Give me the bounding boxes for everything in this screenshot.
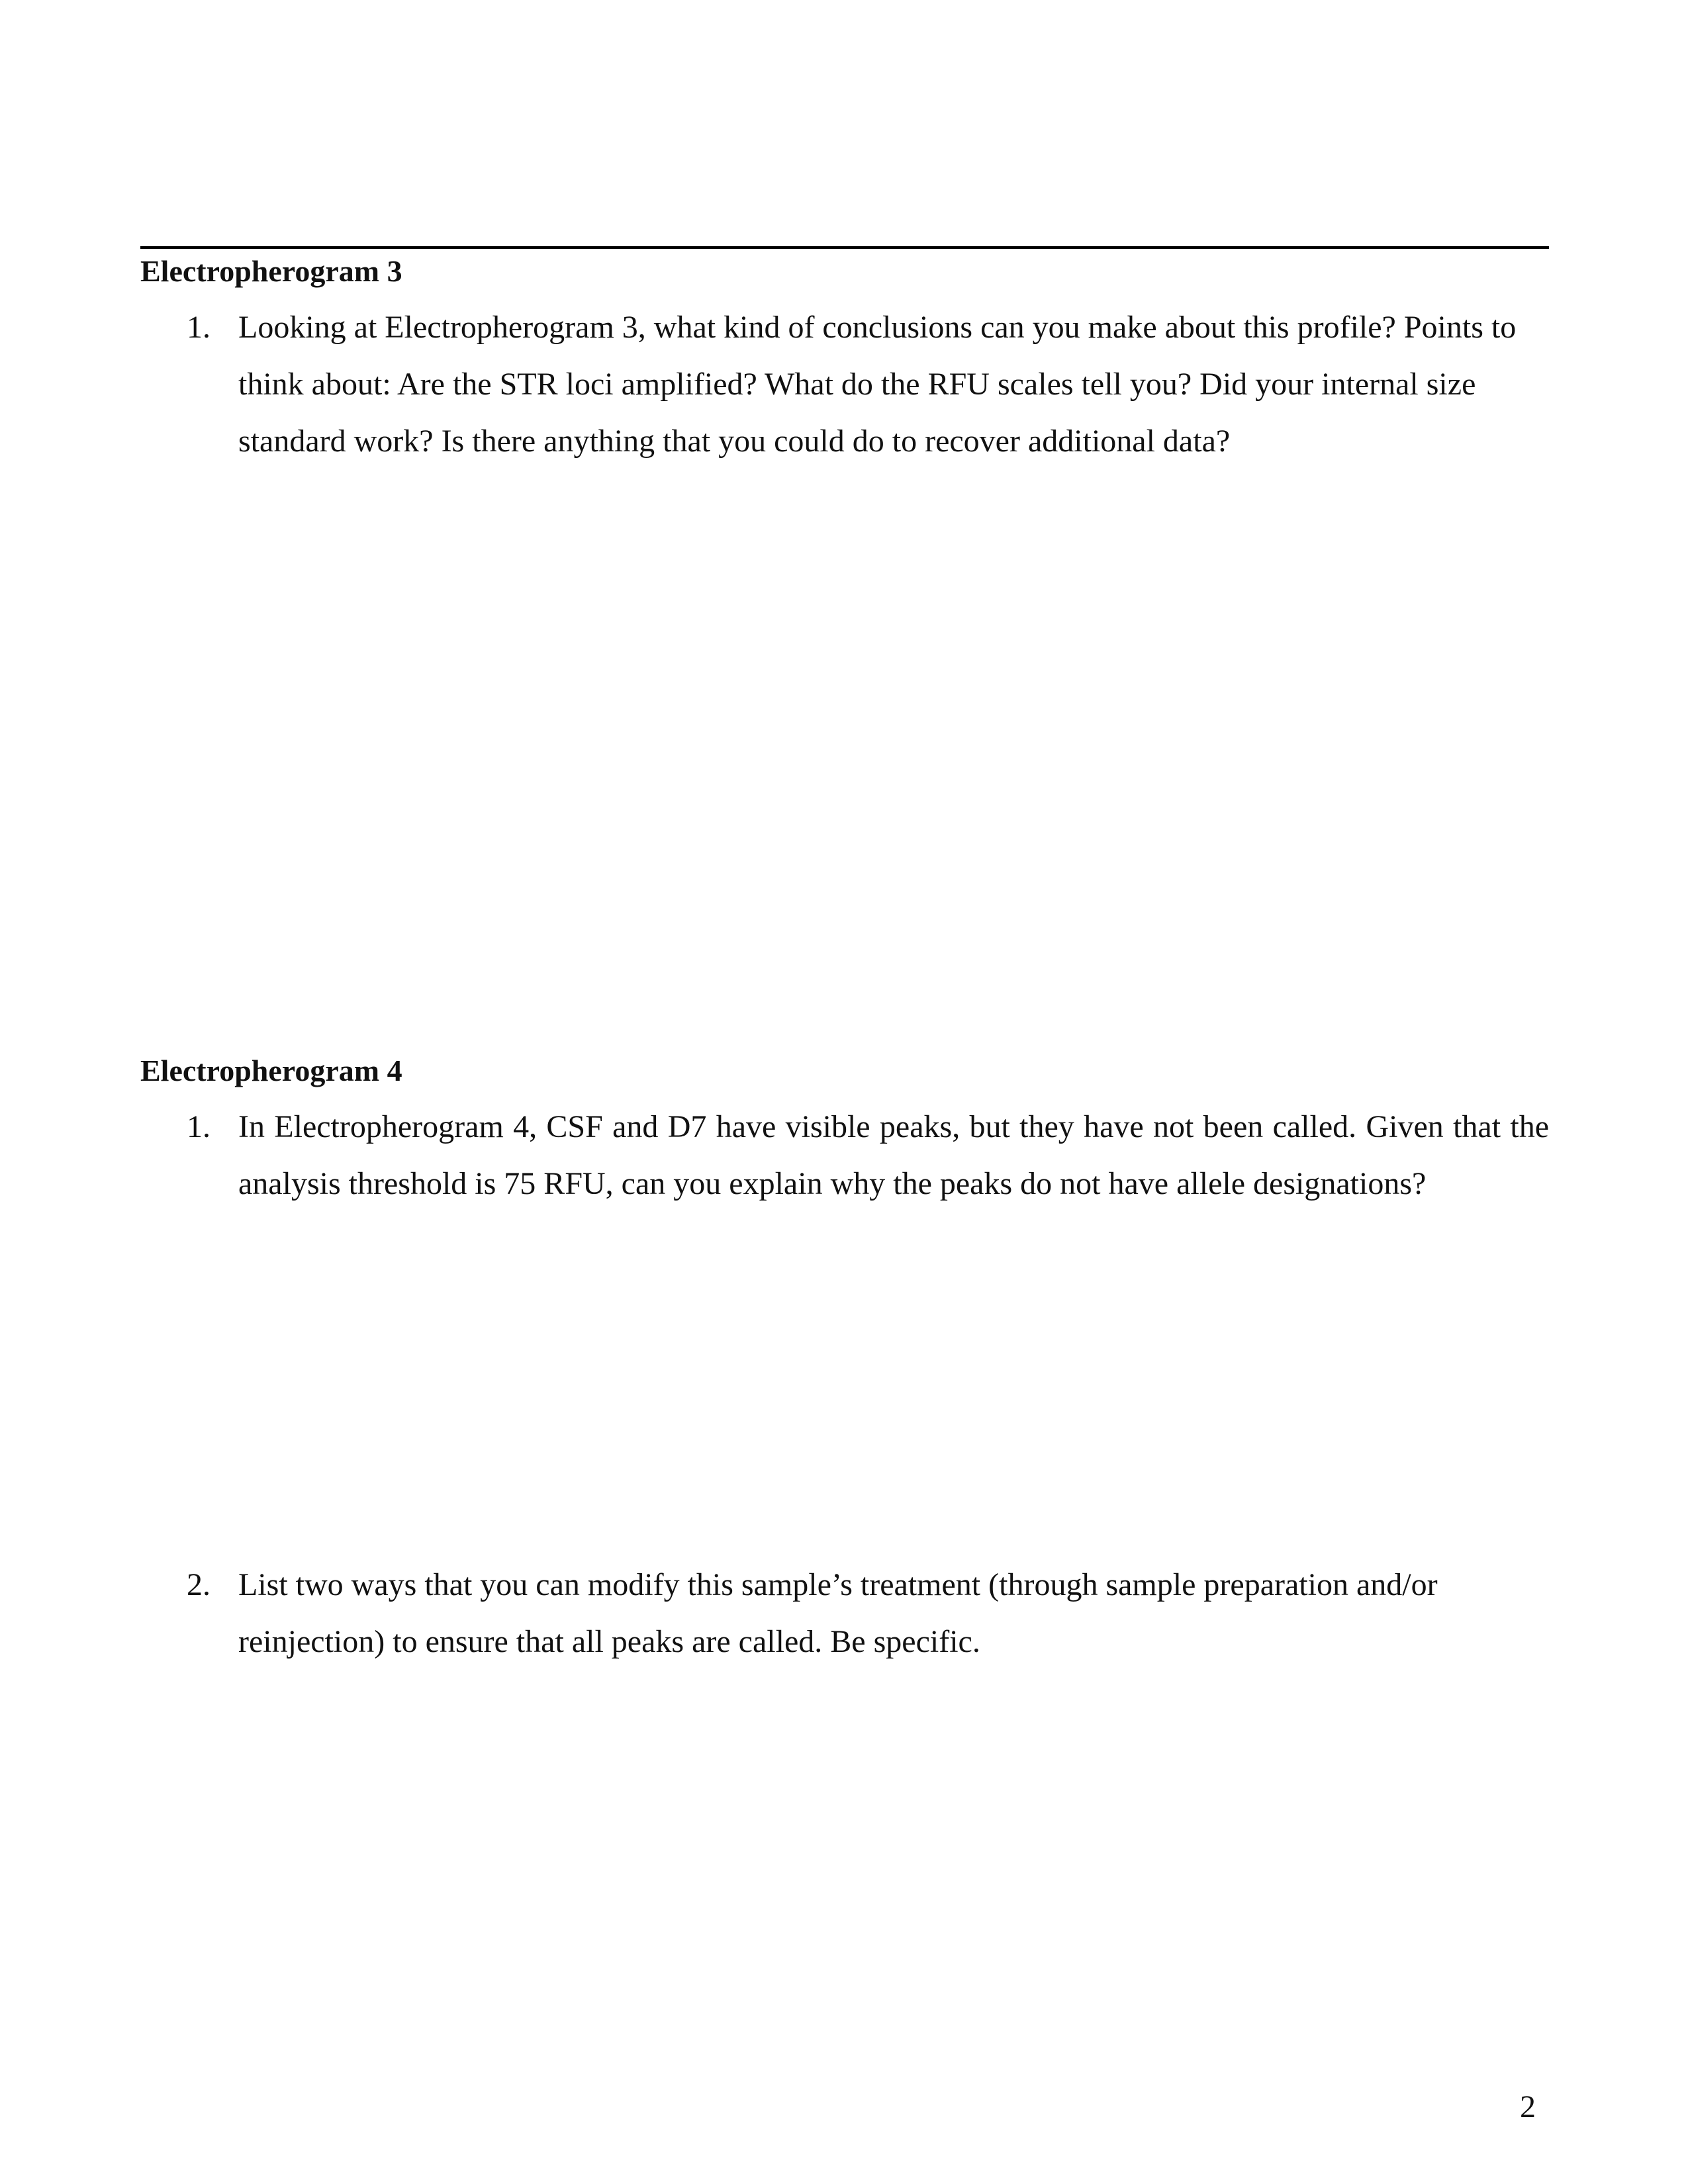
page-number: 2 [1520,2089,1536,2124]
question-text: List two ways that you can modify this sample’s treatment (through sample preparation and/or reinjection) to ensure that all peaks are called. Be specific. [238,1567,1438,1659]
question-ep4-1 [140,1099,1549,1212]
question-text: In Electropherogram 4, CSF and D7 have visible peaks, but they have not been called. Given that the analysis threshold is 75 RFU, can you explain why the peaks do not have allele designations? [238,1109,1549,1201]
section-heading-electropherogram-3: Electropherogram 3 [140,254,402,288]
question-text: Looking at Electropherogram 3, what kind of conclusions can you make about this profile? Points to think about: Are the STR loci amplified? What do the RFU scales tell you? Did your internal size standard work? Is there anything that you could do to recover additional data? [238,310,1517,459]
section-heading-electropherogram-4: Electropherogram 4 [140,1054,402,1087]
question-ep3-1 [140,299,1549,470]
question-number: 1. [187,1109,211,1144]
question-number: 1. [187,310,211,345]
top-horizontal-rule [140,246,1549,249]
question-ep4-2 [140,1557,1549,1670]
question-number: 2. [187,1567,211,1602]
